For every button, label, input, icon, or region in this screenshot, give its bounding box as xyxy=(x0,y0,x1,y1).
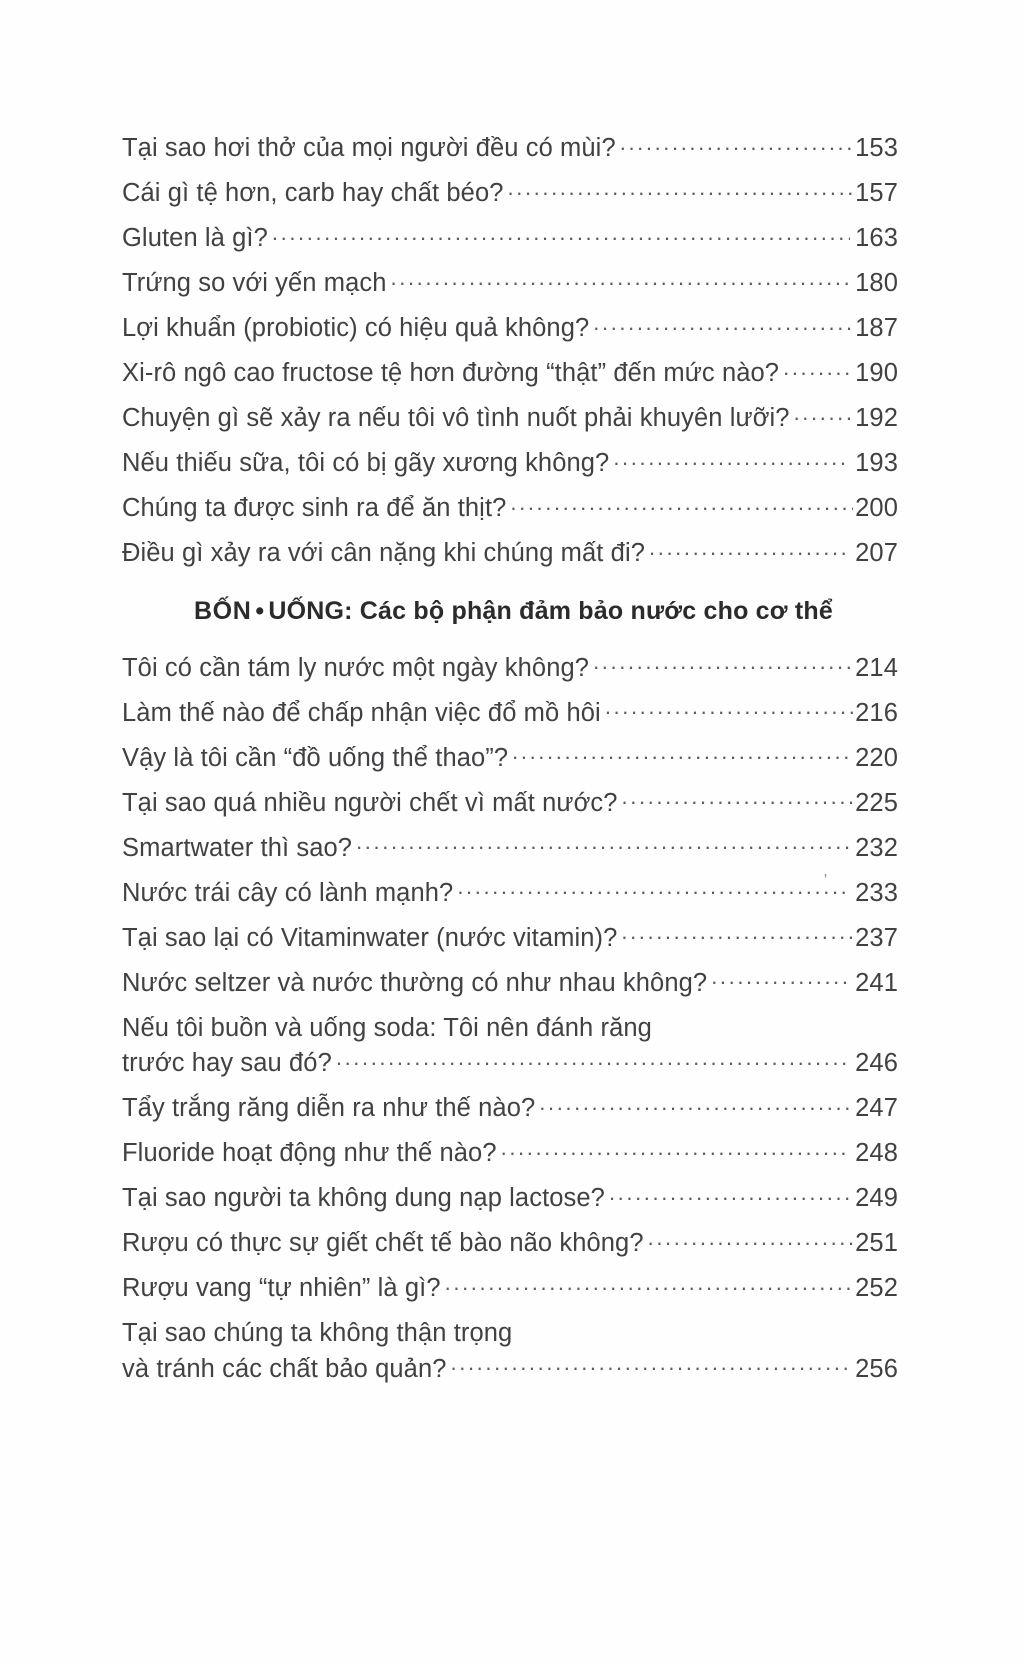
section-subtitle: Các bộ phận đảm bảo nước cho cơ thể xyxy=(359,596,834,625)
toc-entry[interactable] xyxy=(122,923,898,952)
toc-entry-page: 247 xyxy=(855,1094,898,1122)
dot-leader xyxy=(593,316,853,342)
dot-leader xyxy=(648,1231,854,1257)
dot-leader xyxy=(512,746,850,772)
toc-entry-title: Nếu tôi buồn và uống soda: Tôi nên đánh răng xyxy=(122,1013,652,1042)
toc-entry-title: Tại sao hơi thở của mọi người đều có mùi? xyxy=(122,134,616,162)
dot-leader xyxy=(649,541,850,567)
toc-entry-title: Nước trái cây có lành mạnh? xyxy=(122,878,454,907)
toc-entry-title: Vậy là tôi cần “đồ uống thể thao”? xyxy=(122,743,509,772)
toc-entry-title: Rượu có thực sự giết chết tế bào não không? xyxy=(122,1229,644,1257)
dot-leader xyxy=(336,1051,850,1077)
toc-entry[interactable] xyxy=(122,541,898,567)
toc-entry-title: Chúng ta được sinh ra để ăn thịt? xyxy=(122,494,507,522)
toc-entry[interactable] xyxy=(122,743,898,772)
toc-entry-title: Xi-rô ngô cao fructose tệ hơn đường “thật” đến mức nào? xyxy=(122,359,780,387)
toc-entry-page: 225 xyxy=(855,788,898,817)
toc-entry[interactable] xyxy=(122,1276,898,1302)
toc-entry-title: Tôi có cần tám ly nước một ngày không? xyxy=(122,653,590,682)
toc-entry[interactable] xyxy=(122,968,898,997)
toc-entry[interactable] xyxy=(122,1141,898,1167)
toc-entry-page: 249 xyxy=(855,1184,898,1212)
dot-leader xyxy=(508,181,854,207)
toc-entry-page: 187 xyxy=(855,314,898,342)
toc-entry[interactable] xyxy=(122,406,898,432)
dot-leader xyxy=(272,226,850,252)
dot-leader xyxy=(510,496,853,522)
toc-entry-title: Tại sao quá nhiều người chết vì mất nước? xyxy=(122,788,618,817)
toc-entry-page: 237 xyxy=(855,923,898,952)
toc-entry[interactable] xyxy=(122,1231,898,1257)
section-number: BỐN xyxy=(194,596,252,625)
toc-entry-title: Nếu thiếu sữa, tôi có bị gãy xương không? xyxy=(122,449,610,477)
toc-entry-page: 216 xyxy=(855,698,898,727)
toc-entry-title: Lợi khuẩn (probiotic) có hiệu quả không? xyxy=(122,314,590,342)
toc-entry-title-continued: và tránh các chất bảo quản? xyxy=(122,1354,447,1383)
toc-entry-title: Gluten là gì? xyxy=(122,224,268,252)
toc-entry[interactable] xyxy=(122,1354,898,1383)
toc-entry-page: 163 xyxy=(855,224,898,252)
toc-entry[interactable] xyxy=(122,226,898,252)
toc-entry[interactable] xyxy=(122,361,898,387)
dot-leader xyxy=(457,881,850,907)
toc-entry-page: 256 xyxy=(855,1354,898,1383)
toc-entry-page: 157 xyxy=(855,179,898,207)
toc-entry[interactable] xyxy=(122,136,898,162)
toc-entry[interactable] xyxy=(122,271,898,297)
toc-entry-title: Tại sao lại có Vitaminwater (nước vitamin)? xyxy=(122,923,618,952)
toc-entry-page: 190 xyxy=(855,359,898,387)
toc-entry-page: 192 xyxy=(855,404,898,432)
toc-entry-page: 207 xyxy=(855,539,898,567)
toc-entry-title: Tẩy trắng răng diễn ra như thế nào? xyxy=(122,1094,536,1122)
toc-entry-page: 251 xyxy=(855,1229,898,1257)
toc-entry-page: 153 xyxy=(855,134,898,162)
dot-leader xyxy=(620,136,853,162)
toc-entry-page: 214 xyxy=(855,653,898,682)
toc-entry-title: Làm thế nào để chấp nhận việc đổ mồ hôi xyxy=(122,698,601,727)
toc-entry[interactable] xyxy=(122,496,898,522)
toc-entry-title: Fluoride hoạt động như thế nào? xyxy=(122,1139,497,1167)
toc-entry-title-continued: trước hay sau đó? xyxy=(122,1049,332,1077)
toc-entry[interactable] xyxy=(122,788,898,817)
dot-leader xyxy=(593,656,850,682)
toc-entry[interactable] xyxy=(122,1186,898,1212)
toc-entry[interactable] xyxy=(122,653,898,682)
toc-entry-title: Chuyện gì sẽ xảy ra nếu tôi vô tình nuốt phải khuyên lưỡi? xyxy=(122,404,790,432)
section-heading xyxy=(122,597,898,626)
dot-leader xyxy=(613,451,850,477)
dot-leader xyxy=(609,1186,853,1212)
dot-leader xyxy=(391,271,851,297)
dot-leader xyxy=(783,361,850,387)
toc-entry[interactable] xyxy=(122,316,898,342)
toc-entry-page: 246 xyxy=(855,1049,898,1077)
toc-entry-title: Nước seltzer và nước thường có như nhau không? xyxy=(122,968,708,997)
toc-entry[interactable] xyxy=(122,698,898,727)
toc-entry-page: 200 xyxy=(855,494,898,522)
table-of-contents xyxy=(122,136,898,1402)
dot-leader xyxy=(621,926,853,952)
toc-entry[interactable] xyxy=(122,181,898,207)
toc-entry[interactable] xyxy=(122,451,898,477)
dot-leader xyxy=(451,1357,851,1383)
toc-entry-page: 252 xyxy=(855,1274,898,1302)
dot-leader xyxy=(605,701,853,727)
dot-leader xyxy=(501,1141,851,1167)
print-artifact-mark: ' xyxy=(824,872,828,889)
toc-entry-title: Cái gì tệ hơn, carb hay chất béo? xyxy=(122,179,504,207)
toc-entry-page: 193 xyxy=(855,449,898,477)
toc-entry-page: 180 xyxy=(855,269,898,297)
toc-entry[interactable] xyxy=(122,878,898,907)
toc-entry-title: Trứng so với yến mạch xyxy=(122,269,387,297)
section-label: UỐNG: xyxy=(268,596,353,625)
bullet-separator-icon: • xyxy=(255,596,265,625)
toc-entry-title: Điều gì xảy ra với cân nặng khi chúng mất đi? xyxy=(122,539,646,567)
dot-leader xyxy=(794,406,851,432)
toc-entry[interactable] xyxy=(122,1051,898,1077)
toc-entry-line[interactable] xyxy=(122,1321,898,1347)
toc-entry-page: 232 xyxy=(855,833,898,862)
toc-entry-title: Smartwater thì sao? xyxy=(122,833,353,862)
toc-entry-title: Tại sao chúng ta không thận trọng xyxy=(122,1319,513,1347)
toc-entry[interactable] xyxy=(122,1096,898,1122)
toc-entry-title: Rượu vang “tự nhiên” là gì? xyxy=(122,1274,441,1302)
dot-leader xyxy=(539,1096,850,1122)
toc-entry-page: 248 xyxy=(855,1139,898,1167)
toc-entry-line[interactable] xyxy=(122,1013,898,1042)
toc-entry-page: 241 xyxy=(855,968,898,997)
toc-entry-page: 233 xyxy=(855,878,898,907)
dot-leader xyxy=(711,971,850,997)
toc-entry[interactable] xyxy=(122,833,898,862)
dot-leader xyxy=(445,1276,854,1302)
toc-entry-title: Tại sao người ta không dung nạp lactose? xyxy=(122,1184,605,1212)
dot-leader xyxy=(622,791,854,817)
toc-entry-page: 220 xyxy=(855,743,898,772)
dot-leader xyxy=(356,836,853,862)
